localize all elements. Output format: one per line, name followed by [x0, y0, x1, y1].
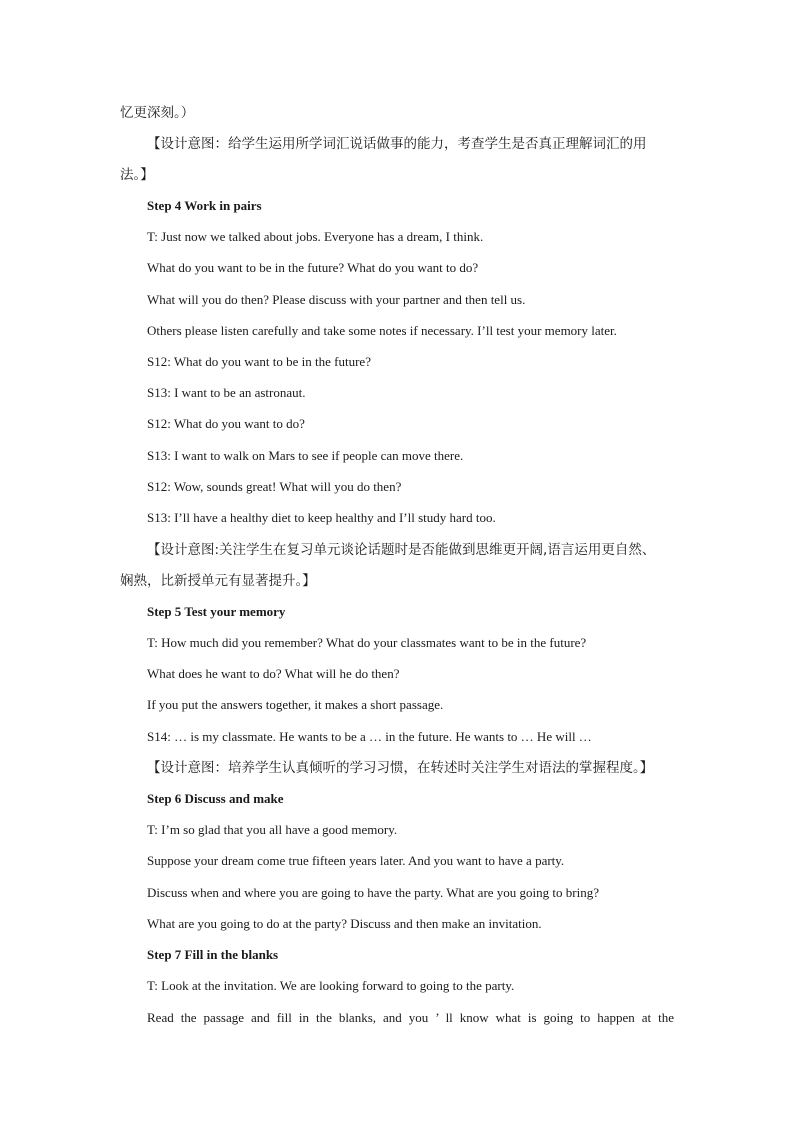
- dialogue-line: Others please listen carefully and take some notes if necessary. I’ll test your memory later.: [147, 323, 617, 338]
- step-heading: Step 4 Work in pairs: [147, 198, 262, 213]
- design-intent-note: 【设计意图：给学生运用所学词汇说话做事的能力，考查学生是否真正理解词汇的用: [147, 136, 647, 152]
- dialogue-line: T: Just now we talked about jobs. Everyone has a dream, I think.: [147, 229, 484, 244]
- dialogue-line: Read the passage and fill in the blanks, and you ’ ll know what is going to happen at the: [147, 1010, 674, 1025]
- dialogue-line: S12: Wow, sounds great! What will you do then?: [147, 479, 402, 494]
- design-intent-note: 【设计意图：培养学生认真倾听的学习习惯，在转述时关注学生对语法的掌握程度。】: [147, 760, 654, 776]
- dialogue-line: T: I’m so glad that you all have a good memory.: [147, 822, 398, 837]
- dialogue-line: S13: I’ll have a healthy diet to keep healthy and I’ll study hard too.: [147, 510, 496, 525]
- dialogue-line: S13: I want to be an astronaut.: [147, 385, 306, 400]
- step-heading: Step 7 Fill in the blanks: [147, 947, 279, 962]
- dialogue-line: S14: … is my classmate. He wants to be a … in the future. He wants to … He will …: [147, 729, 592, 744]
- design-intent-note-cont: 法。】: [120, 167, 154, 183]
- dialogue-line: S12: What do you want to be in the future?: [147, 354, 371, 369]
- dialogue-line: Suppose your dream come true fifteen years later. And you want to have a party.: [147, 853, 565, 868]
- design-intent-note-cont: 娴熟，比新授单元有显著提升。】: [120, 573, 316, 589]
- dialogue-line: What are you going to do at the party? Discuss and then make an invitation.: [147, 916, 542, 931]
- dialogue-line: What will you do then? Please discuss with your partner and then tell us.: [147, 292, 526, 307]
- step-heading: Step 6 Discuss and make: [147, 791, 284, 806]
- paragraph-line: 忆更深刻。）: [120, 105, 195, 121]
- step-heading: Step 5 Test your memory: [147, 604, 286, 619]
- design-intent-note: 【设计意图:关注学生在复习单元谈论话题时是否能做到思维更开阔,语言运用更自然、: [147, 542, 656, 558]
- dialogue-line: S13: I want to walk on Mars to see if people can move there.: [147, 448, 464, 463]
- dialogue-line: What does he want to do? What will he do then?: [147, 666, 400, 681]
- dialogue-line: If you put the answers together, it makes a short passage.: [147, 697, 444, 712]
- dialogue-line: S12: What do you want to do?: [147, 416, 305, 431]
- dialogue-line: T: Look at the invitation. We are looking forward to going to the party.: [147, 978, 515, 993]
- dialogue-line: Discuss when and where you are going to have the party. What are you going to bring?: [147, 885, 599, 900]
- dialogue-line: T: How much did you remember? What do your classmates want to be in the future?: [147, 635, 587, 650]
- dialogue-line: What do you want to be in the future? What do you want to do?: [147, 260, 479, 275]
